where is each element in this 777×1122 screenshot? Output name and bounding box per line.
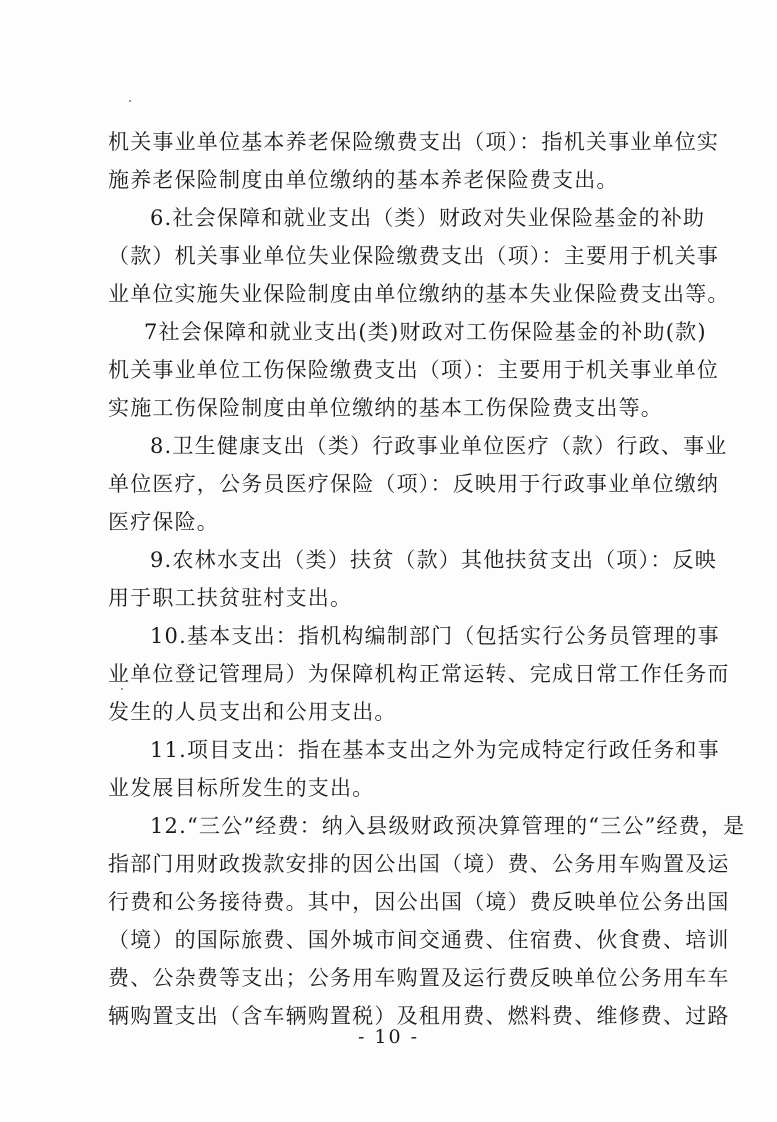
- text-line: 医疗保险。: [108, 510, 219, 534]
- text-line: 8.卫生健康支出（类）行政事业单位医疗（款）行政、事业: [150, 434, 728, 458]
- scan-speck: [129, 100, 131, 102]
- text-line: 指部门用财政拨款安排的因公出国（境）费、公务用车购置及运: [108, 852, 730, 876]
- page-number: - 10 -: [357, 1026, 420, 1048]
- text-line: 行费和公务接待费。其中，因公出国（境）费反映单位公务出国: [108, 890, 730, 914]
- text-line: （款）机关事业单位失业保险缴费支出（项）：主要用于机关事: [108, 244, 720, 268]
- text-line: 实施工伤保险制度由单位缴纳的基本工伤保险费支出等。: [108, 396, 663, 420]
- text-line: 9.农林水支出（类）扶贫（款）其他扶贫支出（项）：反映: [150, 548, 717, 572]
- text-line: 6.社会保障和就业支出（类）财政对失业保险基金的补助: [150, 206, 706, 230]
- text-line: 辆购置支出（含车辆购置税）及租用费、燃料费、维修费、过路: [108, 1004, 730, 1028]
- document-body: [108, 123, 746, 1035]
- text-line: 施养老保险制度由单位缴纳的基本养老保险费支出。: [108, 168, 619, 192]
- text-line: 7社会保障和就业支出(类)财政对工伤保险基金的补助(款): [144, 320, 707, 344]
- text-line: 机关事业单位工伤保险缴费支出（项）：主要用于机关事业单位: [108, 358, 720, 382]
- text-line: 业单位登记管理局）为保障机构正常运转、完成日常工作任务而: [108, 662, 730, 686]
- text-line: 10.基本支出：指机构编制部门（包括实行公务员管理的事: [150, 624, 720, 648]
- text-line: 11.项目支出：指在基本支出之外为完成特定行政任务和事: [150, 738, 720, 762]
- text-line: 业单位实施失业保险制度由单位缴纳的基本失业保险费支出等。: [108, 282, 730, 306]
- text-line: 用于职工扶贫驻村支出。: [108, 586, 353, 610]
- text-line: 发生的人员支出和公用支出。: [108, 700, 397, 724]
- text-line: 机关事业单位基本养老保险缴费支出（项）：指机关事业单位实: [108, 130, 720, 154]
- text-line: （境）的国际旅费、国外城市间交通费、住宿费、伙食费、培训: [108, 928, 730, 952]
- text-line: 12.“三公”经费：纳入县级财政预决算管理的“三公”经费，是: [150, 814, 746, 838]
- text-line: 业发展目标所发生的支出。: [108, 776, 375, 800]
- text-line: 单位医疗，公务员医疗保险（项）：反映用于行政事业单位缴纳: [108, 472, 720, 496]
- text-line: 费、公杂费等支出；公务用车购置及运行费反映单位公务用车车: [108, 966, 730, 990]
